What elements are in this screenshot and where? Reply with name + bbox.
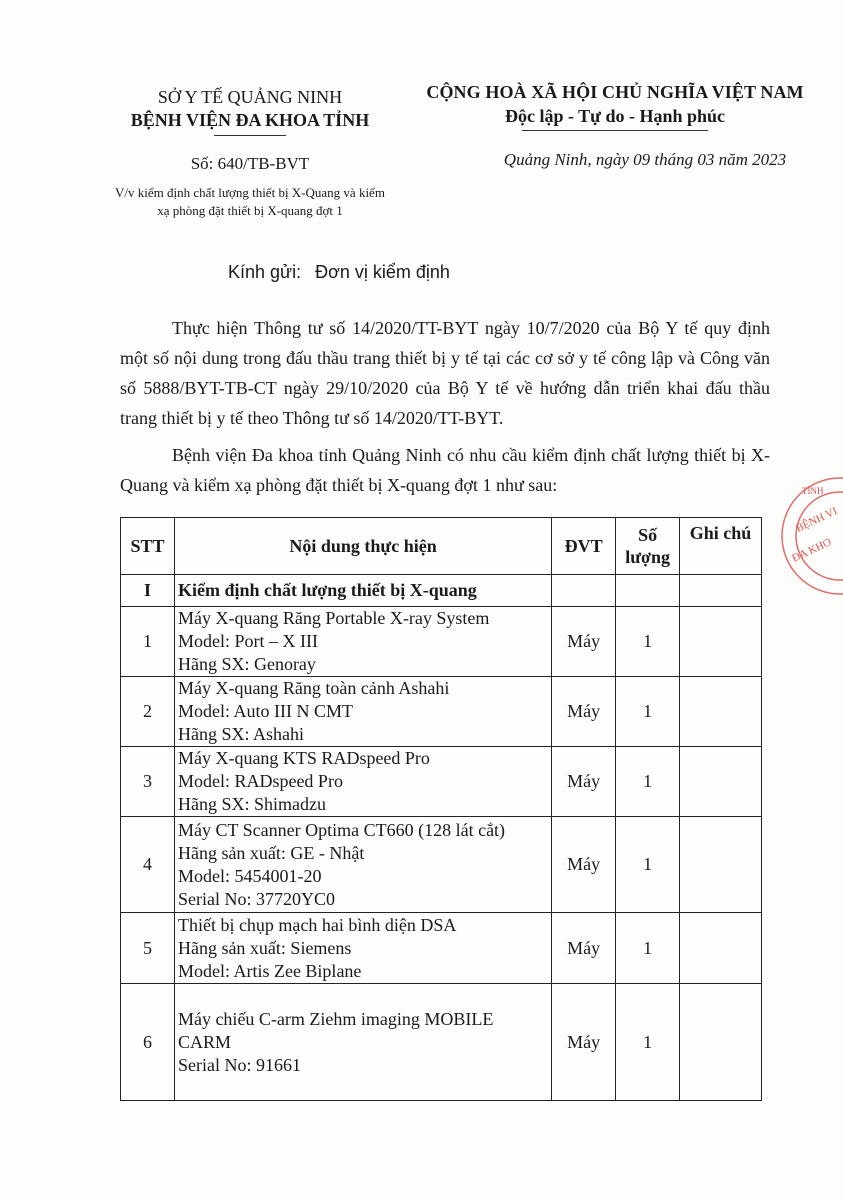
row-stt: 4 — [121, 817, 175, 913]
row-content-line: Model: RADspeed Pro — [177, 771, 343, 791]
body-paragraph-1 — [120, 313, 770, 433]
row-content-line: Thiết bị chụp mạch hai bình diện DSA — [177, 914, 457, 935]
row-content — [174, 607, 551, 677]
row-content-line: Hãng sản xuất: Siemens — [177, 937, 352, 958]
table-row — [121, 984, 762, 1101]
row-content-line: Model: Artis Zee Biplane — [177, 960, 362, 981]
stamp-text-low: ĐA KHO — [790, 536, 834, 565]
header-note: Ghi chú — [680, 518, 762, 575]
row-stt: 6 — [121, 984, 175, 1101]
row-qty: 1 — [616, 677, 680, 747]
section-unit-cell — [552, 575, 616, 607]
row-unit: Máy — [552, 817, 616, 913]
hospital-name: BỆNH VIỆN ĐA KHOA TỈNH — [130, 110, 370, 130]
row-qty: 1 — [616, 817, 680, 913]
row-qty: 1 — [616, 747, 680, 817]
row-content-line: Máy chiếu C-arm Ziehm imaging MOBILE — [177, 1008, 494, 1029]
subject-line-1: V/v kiểm định chất lượng thiết bị X-Quang và kiểm — [115, 185, 385, 200]
row-content-line: Model: 5454001-20 — [177, 865, 322, 886]
row-content-line: Máy X-quang Răng toàn cảnh Ashahi — [177, 678, 450, 698]
header-unit: ĐVT — [552, 518, 616, 575]
table-row — [121, 747, 762, 817]
section-number: I — [121, 575, 175, 607]
row-content-line: Serial No: 91661 — [177, 1054, 301, 1075]
row-content-line: Model: Port – X III — [177, 631, 318, 651]
row-content-line: Hãng SX: Shimadzu — [177, 794, 326, 814]
row-qty: 1 — [616, 607, 680, 677]
body-paragraph-2 — [120, 440, 770, 500]
row-note — [680, 817, 762, 913]
row-content-line: Máy X-quang KTS RADspeed Pro — [177, 748, 430, 768]
document-subject — [100, 184, 400, 220]
row-stt: 1 — [121, 607, 175, 677]
row-unit: Máy — [552, 607, 616, 677]
row-note — [680, 677, 762, 747]
department-name: SỞ Y TẾ QUẢNG NINH — [157, 87, 343, 107]
national-header — [400, 80, 830, 131]
row-stt: 5 — [121, 913, 175, 984]
nation-title: CỘNG HOÀ XÃ HỘI CHỦ NGHĨA VIỆT NAM — [426, 82, 804, 102]
place-and-date: Quảng Ninh, ngày 09 tháng 03 năm 2023 — [503, 150, 787, 169]
row-stt: 2 — [121, 677, 175, 747]
section-title: Kiểm định chất lượng thiết bị X-quang — [174, 575, 551, 607]
section-row — [121, 575, 762, 607]
hospital-stamp — [778, 470, 843, 600]
row-content — [174, 677, 551, 747]
row-note — [680, 913, 762, 984]
stamp-text-top: TỈNH — [802, 486, 824, 496]
stamp-text-mid: BỆNH VI — [794, 505, 840, 535]
row-stt: 3 — [121, 747, 175, 817]
motto: Độc lập - Tự do - Hạnh phúc — [504, 106, 726, 126]
row-unit: Máy — [552, 984, 616, 1101]
row-unit: Máy — [552, 913, 616, 984]
row-qty: 1 — [616, 984, 680, 1101]
table-header-row — [121, 518, 762, 575]
row-note — [680, 607, 762, 677]
section-note-cell — [680, 575, 762, 607]
recipient-label: Kính gửi: — [228, 262, 302, 282]
section-qty-cell — [616, 575, 680, 607]
row-note — [680, 984, 762, 1101]
subject-line-2: xạ phòng đặt thiết bị X-quang đợt 1 — [157, 203, 343, 218]
row-content-line: CARM — [177, 1031, 231, 1052]
header-qty-line-2: lượng — [625, 547, 670, 567]
row-content-line: Serial No: 37720YC0 — [177, 888, 335, 909]
issuing-authority — [100, 86, 400, 136]
paragraph-1-text: Thực hiện Thông tư số 14/2020/TT-BYT ngày 10/7/2020 của Bộ Y tế quy định một số nội dung trong đấu thầu trang thiết bị y tế tại các cơ sở y tế công lập và Công văn số 5888/BYT-TB-CT ngày 29/10/2020 của Bộ Y tế về hướng dẫn triển khai đấu thầu trang thiết bị y tế theo Thông tư số 14/2020/TT-BYT. — [120, 318, 770, 428]
row-content-line: Máy CT Scanner Optima CT660 (128 lát cắt) — [177, 819, 506, 840]
row-unit: Máy — [552, 677, 616, 747]
header-stt: STT — [121, 518, 175, 575]
recipient-value: Đơn vị kiểm định — [315, 262, 450, 282]
row-content — [174, 984, 551, 1101]
row-unit: Máy — [552, 747, 616, 817]
table-row — [121, 677, 762, 747]
row-content-line: Hãng sản xuất: GE - Nhật — [177, 842, 365, 863]
row-content — [174, 817, 551, 913]
row-qty: 1 — [616, 913, 680, 984]
equipment-table — [120, 517, 762, 1101]
table-row — [121, 913, 762, 984]
header-divider — [214, 135, 286, 136]
row-content — [174, 913, 551, 984]
row-content-line: Hãng SX: Genoray — [177, 654, 316, 674]
table-row — [121, 817, 762, 913]
motto-divider — [522, 130, 708, 131]
paragraph-2-text: Bệnh viện Đa khoa tỉnh Quảng Ninh có nhu cầu kiểm định chất lượng thiết bị X-Quang và kiểm xạ phòng đặt thiết bị X-quang đợt 1 như sau: — [120, 445, 770, 495]
document-number: Số: 640/TB-BVT — [190, 154, 310, 173]
header-qty — [616, 518, 680, 575]
table-row — [121, 607, 762, 677]
row-content — [174, 747, 551, 817]
row-content-line: Máy X-quang Răng Portable X-ray System — [177, 608, 490, 628]
header-qty-line-1: Số — [638, 525, 658, 545]
row-content-line: Model: Auto III N CMT — [177, 701, 353, 721]
recipient — [228, 262, 450, 283]
row-note — [680, 747, 762, 817]
header-content: Nội dung thực hiện — [174, 518, 551, 575]
row-content-line: Hãng SX: Ashahi — [177, 724, 304, 744]
